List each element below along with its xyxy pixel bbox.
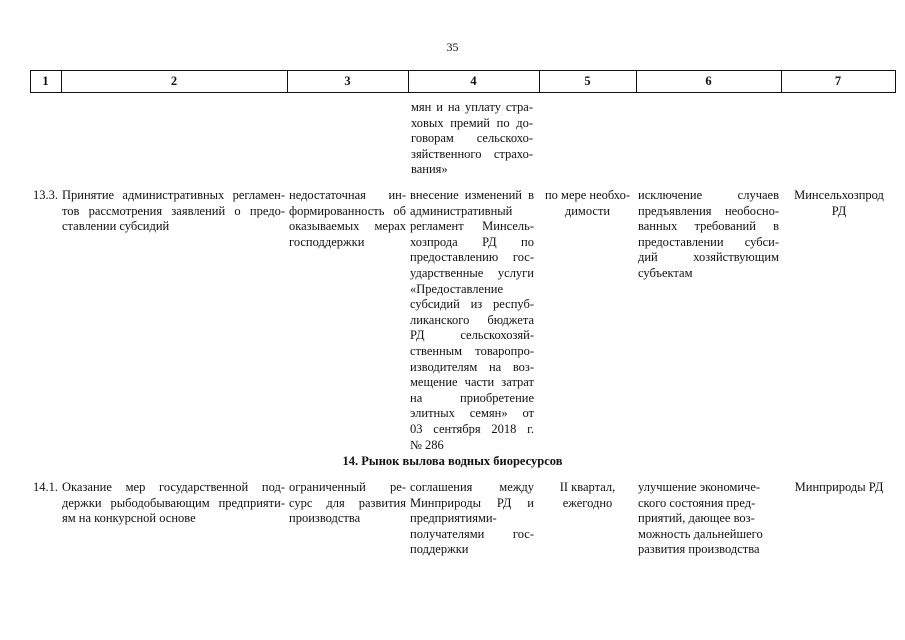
measure-description: Оказание мер государственной под- держки рыбодобывающим предприяти- ям на конкурсной основе <box>62 480 285 526</box>
problem-description: ограниченный ре- сурс для развития производства <box>289 480 406 526</box>
action-description: соглашения между Минприроды РД и предприятиями- получателями гос- поддержки <box>410 480 534 557</box>
deadline: по мере необхо- димости <box>544 188 630 218</box>
action-description: внесение изменений в административный регламент Минсель- хозпрода РД по предоставлению гос- ударственные услуги «Предоставление субсидий из респуб- ликанского бюджета РД сельскохозяй- ственным товаропро- изводителям на воз- мещение части затрат на приобретение элитных семян» от 03 сентября 2018 г. № 286 <box>410 188 534 452</box>
column-header-5: 5 <box>584 74 591 88</box>
row-number: 14.1. <box>33 480 58 494</box>
continuation-col4: мян и на уплату стра- ховых премий по до- говорам сельскохо- зяйственного страхо- вания» <box>411 100 533 177</box>
row-number: 13.3. <box>33 188 58 202</box>
table-top-border <box>30 70 896 71</box>
deadline: II квартал, ежегодно <box>559 480 616 510</box>
column-header-1: 1 <box>42 74 49 88</box>
column-header-7: 7 <box>834 74 842 88</box>
page-number: 35 <box>446 40 459 54</box>
column-header-3: 3 <box>344 74 351 88</box>
col-divider <box>895 70 896 93</box>
problem-description: недостаточная ин- формированность об оказываемых мерах господдержки <box>289 188 406 249</box>
table-header-bottom-border <box>30 92 896 93</box>
column-header-4: 4 <box>470 74 477 88</box>
expected-result: улучшение экономиче- ского состояния пред- приятий, дающее воз- можность дальнейшего развития производства <box>638 480 763 557</box>
responsible-executor: Минприроды РД <box>794 480 884 494</box>
column-header-2: 2 <box>170 74 178 88</box>
responsible-executor: Минсельхозпрод РД <box>794 188 884 218</box>
measure-description: Принятие административных регламен- тов рассмотрения заявлений о предо- ставлении субсидий <box>62 188 285 234</box>
expected-result: исключение случаев предъявления необосно- ванных требований в предоставлении субси- дий хозяйствующим субъектам <box>638 188 779 280</box>
section-heading: 14. Рынок вылова водных биоресурсов <box>342 454 563 468</box>
column-header-6: 6 <box>705 74 712 88</box>
